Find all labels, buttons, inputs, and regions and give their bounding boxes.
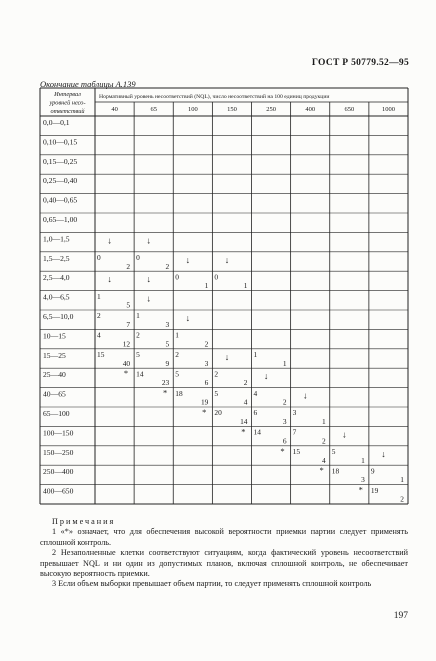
acceptance-number-value: 2	[243, 378, 248, 388]
arrow-down-icon: ↓	[302, 390, 308, 401]
acceptance-number-value: 4	[322, 455, 326, 465]
sample-size-value: 5	[331, 447, 336, 456]
table-caption: Окончание таблицы А.139	[40, 79, 136, 89]
arrow-down-icon: ↓	[342, 429, 347, 440]
nql-column-header: 100	[187, 106, 198, 113]
acceptance-number-value: 1	[204, 281, 209, 291]
nql-column-header: 250	[266, 106, 276, 113]
acceptance-number-value: 6	[282, 436, 287, 446]
note-3: 3 Если объем выборки превышает объем партии, то следует применять сплошной контроль	[52, 579, 372, 589]
sample-size-value: 4	[253, 388, 258, 398]
interval-header-text: уровней несо-	[49, 99, 86, 107]
acceptance-number-value: 2	[126, 261, 131, 271]
acceptance-number-value: 1	[400, 475, 404, 485]
nql-column-header: 650	[344, 106, 355, 113]
row-interval-label: 0,25—0,40	[43, 176, 78, 186]
acceptance-number-value: 40	[122, 358, 131, 368]
row-interval-label: 40—65	[43, 389, 66, 399]
interval-header-text: Интервал	[54, 91, 81, 98]
sample-size-value: 0	[175, 272, 179, 282]
nql-column-header: 1000	[381, 106, 395, 113]
arrow-down-icon: ↓	[263, 371, 269, 382]
arrow-down-icon: ↓	[107, 274, 112, 285]
acceptance-number-value: 3	[204, 358, 209, 368]
sample-size-value: 0	[97, 253, 101, 262]
acceptance-number-value: 3	[361, 475, 365, 485]
acceptance-number-value: 12	[122, 339, 131, 349]
arrow-down-icon: ↓	[381, 448, 386, 459]
row-interval-label: 1,0—1,5	[43, 234, 70, 244]
acceptance-number-value: 2	[204, 339, 209, 349]
sample-size-value: 15	[97, 350, 105, 359]
star-marker: *	[241, 426, 246, 437]
sample-size-value: 19	[370, 485, 379, 495]
note-2: 2 Незаполненные клетки соответствуют ситуациям, когда фактический уровень несоответствий превышает NQL и ни один из допустимых планов, включая сплошной контроль, не обеспечивает высокую вероятность приемки.	[40, 548, 408, 579]
arrow-down-icon: ↓	[107, 235, 112, 246]
row-interval-label: 0,10—0,15	[43, 137, 78, 147]
sample-size-value: 1	[97, 291, 101, 301]
arrow-down-icon: ↓	[185, 313, 191, 323]
star-marker: *	[123, 368, 129, 379]
sample-size-value: 14	[253, 427, 261, 437]
acceptance-number-value: 19	[200, 397, 209, 407]
sample-size-value: 5	[214, 388, 219, 398]
sample-size-value: 2	[136, 330, 140, 340]
page-number: 197	[393, 611, 408, 621]
document-header: ГОСТ Р 50779.52—95	[311, 58, 409, 68]
row-interval-label: 0,40—0,65	[43, 195, 78, 205]
row-interval-label: 25—40	[43, 370, 66, 380]
acceptance-number-value: 1	[322, 417, 326, 426]
row-interval-label: 0,65—1,00	[43, 215, 78, 224]
note-1: 1 «*» означает, что для обеспечения высокой вероятности приемки партии следует применять сплошной контроль.	[40, 527, 408, 547]
row-interval-label: 250—400	[43, 467, 74, 477]
sample-size-value: 5	[136, 350, 140, 359]
nql-column-header: 150	[227, 106, 237, 113]
acceptance-number-value: 14	[240, 417, 248, 426]
row-interval-label: 10—15	[43, 331, 66, 341]
acceptance-number-value: 2	[282, 397, 287, 407]
acceptance-number-value: 4	[243, 397, 248, 407]
row-interval-label: 15—25	[43, 350, 66, 360]
acceptance-number-value: 7	[126, 320, 131, 329]
row-interval-label: 100—150	[43, 428, 74, 438]
sample-size-value: 6	[253, 408, 258, 418]
row-interval-label: 150—250	[43, 447, 74, 457]
sample-size-value: 20	[214, 408, 222, 418]
acceptance-number-value: 3	[282, 417, 287, 426]
acceptance-number-value: 6	[204, 378, 209, 388]
acceptance-number-value: 2	[400, 494, 404, 504]
sample-size-value: 5	[175, 369, 179, 379]
star-marker: *	[280, 445, 285, 456]
star-marker: *	[163, 387, 168, 398]
arrow-down-icon: ↓	[146, 235, 151, 246]
sample-size-value: 18	[331, 466, 340, 476]
acceptance-number-value: 23	[161, 378, 170, 388]
row-interval-label: 65—100	[43, 409, 70, 418]
sample-size-value: 15	[292, 447, 301, 456]
sample-size-value: 1	[253, 350, 258, 359]
sample-size-value: 14	[136, 369, 144, 379]
nql-column-header: 65	[150, 106, 157, 113]
interval-header-text: ответствий	[50, 108, 85, 115]
star-marker: *	[358, 484, 363, 495]
notes-block	[40, 517, 408, 590]
row-interval-label: 0,15—0,25	[43, 156, 78, 166]
acceptance-number-value: 1	[243, 281, 248, 291]
row-interval-label: 2,5—4,0	[43, 273, 70, 283]
sample-size-value: 3	[292, 408, 297, 418]
arrow-down-icon: ↓	[224, 254, 230, 265]
sample-size-value: 9	[370, 466, 375, 476]
arrow-down-icon: ↓	[146, 293, 151, 304]
row-interval-label: 1,5—2,5	[43, 253, 70, 263]
notes-title: Примечания	[52, 517, 116, 526]
sample-size-value: 7	[292, 427, 297, 437]
sample-size-value: 1	[175, 330, 179, 340]
arrow-down-icon: ↓	[185, 254, 191, 265]
nql-group-header: Нормативный уровень несоответствий (NQL), число несоответствий на 100 единиц продукции	[99, 94, 330, 100]
acceptance-number-value: 9	[165, 358, 170, 368]
nql-column-header: 40	[111, 106, 118, 113]
sample-size-value: 18	[175, 388, 183, 398]
star-marker: *	[202, 407, 207, 417]
acceptance-number-value: 1	[282, 358, 287, 368]
arrow-down-icon: ↓	[224, 351, 230, 362]
acceptance-number-value: 1	[361, 455, 365, 465]
acceptance-number-value: 2	[165, 261, 170, 271]
sample-size-value: 2	[97, 311, 101, 321]
sample-size-value: 1	[136, 311, 140, 321]
sample-size-value: 2	[214, 369, 219, 379]
row-interval-label: 400—650	[43, 486, 74, 496]
sample-size-value: 0	[136, 253, 140, 262]
acceptance-number-value: 5	[165, 339, 170, 349]
sample-size-value: 0	[214, 272, 219, 282]
acceptance-number-value: 2	[322, 436, 326, 446]
arrow-down-icon: ↓	[146, 274, 151, 285]
row-interval-label: 4,0—6,5	[43, 292, 70, 302]
star-marker: *	[319, 465, 324, 476]
sample-size-value: 2	[175, 350, 179, 359]
acceptance-number-value: 5	[126, 300, 131, 310]
sample-size-value: 4	[97, 330, 101, 340]
row-interval-label: 6,5—10,0	[43, 312, 74, 321]
nql-column-header: 400	[305, 106, 316, 113]
acceptance-number-value: 3	[165, 320, 170, 329]
row-interval-label: 0,0—0,1	[43, 118, 70, 127]
